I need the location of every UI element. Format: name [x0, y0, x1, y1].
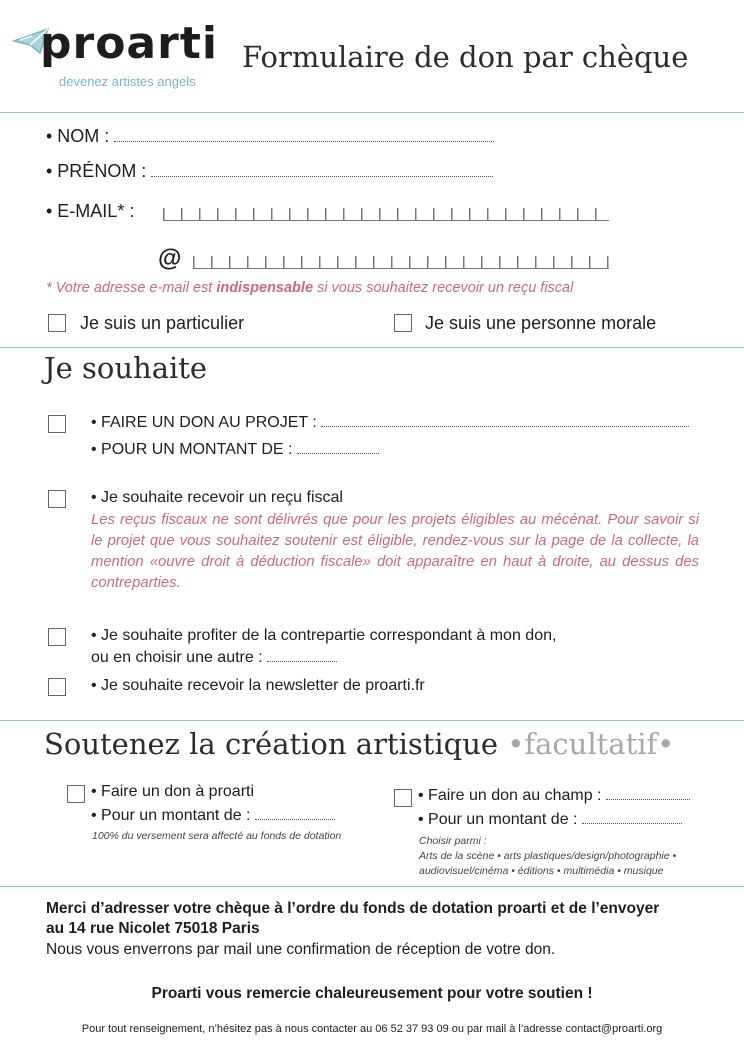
- montant-proarti-label: • Pour un montant de :: [91, 807, 251, 824]
- nom-label: • NOM :: [46, 126, 110, 146]
- contrepartie-label-line1: • Je souhaite profiter de la contrepartie correspondant à mon don,: [91, 627, 557, 644]
- champ-options-line1: Arts de la scène • arts plastiques/design/photographie •: [419, 850, 677, 862]
- montant-champ-label: • Pour un montant de :: [418, 811, 578, 828]
- divider: [0, 886, 744, 887]
- prenom-label: • PRÉNOM :: [46, 161, 147, 181]
- don-projet-checkbox[interactable]: [48, 415, 66, 433]
- recu-fiscal-checkbox[interactable]: [48, 490, 66, 508]
- nom-dotted-line[interactable]: [114, 140, 494, 142]
- don-champ-checkbox[interactable]: [394, 789, 412, 807]
- montant-proarti-field[interactable]: [91, 807, 335, 825]
- recu-fiscal-note: Les reçus fiscaux ne sont délivrés que pour les projets éligibles au mécénat. Pour savoir si le projet que vous souhaitez soutenir est éligible, rendez-vous sur la page de la collecte, la mention «ouvre droit à déduction fiscale» doit apparaître en haut à droite, au dessus des contreparties.: [91, 512, 699, 591]
- don-projet-dotted-line[interactable]: [321, 425, 689, 427]
- montant-field[interactable]: [91, 441, 379, 459]
- footer-contact: Pour tout renseignement, n’hésitez pas à nous contacter au 06 52 37 93 09 ou par mail à l’adresse contact@proarti.org: [81, 1023, 663, 1035]
- facultatif-label: •facultatif•: [507, 727, 675, 761]
- section-title-souhaite: Je souhaite: [44, 351, 208, 385]
- logo-wordmark: proarti: [40, 18, 218, 69]
- particulier-checkbox[interactable]: [48, 314, 66, 332]
- newsletter-label: • Je souhaite recevoir la newsletter de proarti.fr: [91, 677, 425, 694]
- don-projet-field[interactable]: [91, 414, 689, 432]
- morale-checkbox[interactable]: [394, 314, 412, 332]
- choisir-label: Choisir parmi :: [419, 835, 487, 847]
- montant-label: • POUR UN MONTANT DE :: [91, 441, 293, 458]
- prenom-dotted-line[interactable]: [151, 175, 493, 177]
- montant-proarti-dotted-line[interactable]: [255, 818, 335, 820]
- recu-fiscal-label: • Je souhaite recevoir un reçu fiscal: [91, 489, 343, 506]
- don-proarti-checkbox[interactable]: [67, 785, 85, 803]
- footer-confirmation: Nous vous enverrons par mail une confirmation de réception de votre don.: [46, 941, 556, 958]
- contrepartie-label-line2: ou en choisir une autre :: [91, 649, 263, 666]
- particulier-label: Je suis un particulier: [80, 313, 245, 333]
- prenom-field[interactable]: [46, 161, 493, 182]
- contrepartie-dotted-line[interactable]: [267, 660, 337, 662]
- email-user-input[interactable]: [163, 208, 609, 221]
- champ-options-line2: audiovisuel/cinéma • éditions • multimédia • musique: [419, 865, 664, 877]
- montant-champ-dotted-line[interactable]: [582, 822, 682, 824]
- divider: [0, 112, 744, 113]
- email-note: * Votre adresse e-mail est indispensable si vous souhaitez recevoir un reçu fiscal: [46, 280, 574, 296]
- don-proarti-label: • Faire un don à proarti: [91, 783, 255, 800]
- email-label: • E-MAIL* :: [46, 201, 135, 221]
- at-symbol: @: [158, 245, 182, 272]
- proarti-note: 100% du versement sera affecté au fonds de dotation: [92, 830, 342, 842]
- don-champ-dotted-line[interactable]: [606, 798, 690, 800]
- don-projet-label: • FAIRE UN DON AU PROJET :: [91, 414, 317, 431]
- don-champ-label: • Faire un don au champ :: [418, 787, 602, 804]
- footer-thanks: Proarti vous remercie chaleureusement pour votre soutien !: [151, 985, 593, 1002]
- contrepartie-field[interactable]: [91, 649, 337, 667]
- logo-tagline: devenez artistes angels: [59, 74, 196, 89]
- newsletter-checkbox[interactable]: [48, 678, 66, 696]
- page-title: Formulaire de don par chèque: [242, 40, 689, 74]
- contrepartie-checkbox[interactable]: [48, 628, 66, 646]
- montant-champ-field[interactable]: [418, 811, 682, 829]
- don-champ-field[interactable]: [418, 787, 690, 805]
- montant-dotted-line[interactable]: [297, 452, 379, 454]
- footer-instruction-line2: au 14 rue Nicolet 75018 Paris: [46, 920, 260, 937]
- section-title-soutenez: Soutenez la création artistique •facultatif•: [44, 727, 675, 761]
- nom-field[interactable]: [46, 126, 494, 147]
- morale-label: Je suis une personne morale: [425, 313, 657, 333]
- divider: [0, 720, 744, 721]
- footer-instruction-line1: Merci d’adresser votre chèque à l’ordre du fonds de dotation proarti et de l’envoyer: [46, 900, 660, 917]
- email-domain-input[interactable]: [193, 256, 609, 269]
- divider: [0, 347, 744, 348]
